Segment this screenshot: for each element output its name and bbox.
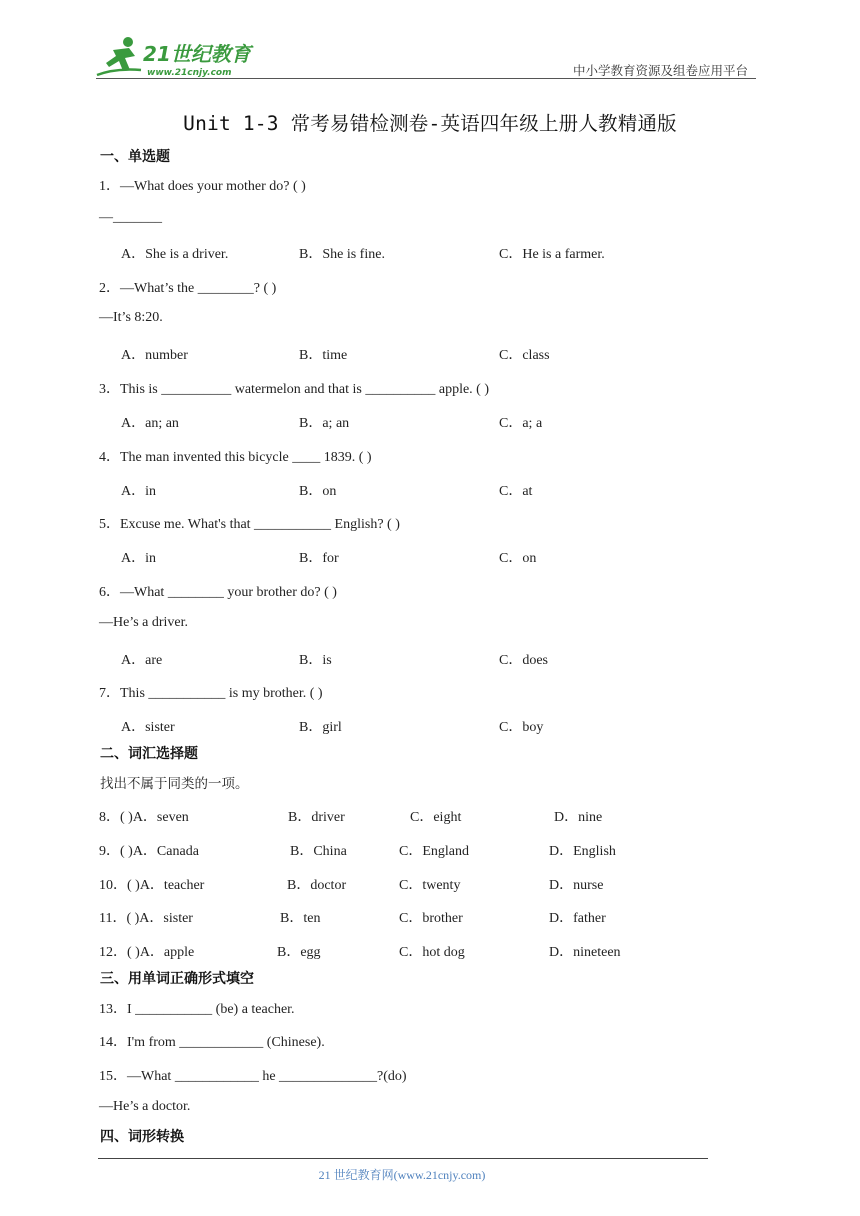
question-12-option-d: D．nineteen xyxy=(549,945,621,960)
site-name: 中小学教育资源及组卷应用平台 xyxy=(573,63,749,78)
question-12-option-c: C．hot dog xyxy=(399,945,465,960)
logo xyxy=(95,34,265,78)
question-2-answer: —It’s 8:20. xyxy=(99,310,163,325)
question-3-option-c: C．a; a xyxy=(499,416,543,431)
question-6-stem: 6．—What ________ your brother do? ( ) xyxy=(99,585,337,600)
question-13-stem: 13．I ___________ (be) a teacher. xyxy=(99,1002,295,1017)
question-15-answer: —He’s a doctor. xyxy=(99,1099,191,1114)
question-8-option-c: C．eight xyxy=(410,810,462,825)
page-title: Unit 1-3 常考易错检测卷-英语四年级上册人教精通版 xyxy=(183,112,677,135)
question-12-option-b: B．egg xyxy=(277,945,321,960)
question-11-option-b: B．ten xyxy=(280,911,321,926)
runner-icon xyxy=(97,37,141,75)
question-8-option-b: B．driver xyxy=(288,810,345,825)
question-10-option-b: B．doctor xyxy=(287,878,347,893)
question-14-stem: 14．I'm from ____________ (Chinese). xyxy=(99,1035,325,1050)
footer-divider xyxy=(98,1158,708,1159)
section-heading-2: 二、词汇选择题 xyxy=(100,746,198,762)
question-1-option-b: B．She is fine. xyxy=(299,247,385,262)
question-8-stem: 8．( )A．seven xyxy=(99,810,189,825)
section-heading-4: 四、词形转换 xyxy=(100,1129,184,1145)
question-9-stem: 9．( )A．Canada xyxy=(99,844,199,859)
question-6-option-b: B．is xyxy=(299,653,332,668)
question-2-option-b: B．time xyxy=(299,348,348,363)
question-4-option-b: B．on xyxy=(299,484,337,499)
question-11-option-d: D．father xyxy=(549,911,606,926)
logo-url: www.21cnjy.com xyxy=(147,68,232,78)
logo-text: 21世纪教育 xyxy=(143,42,251,66)
question-10-option-c: C．twenty xyxy=(399,878,461,893)
question-10-stem: 10．( )A．teacher xyxy=(99,878,205,893)
question-4-option-c: C．at xyxy=(499,484,533,499)
question-1-answer: —_______ xyxy=(99,210,162,225)
question-12-stem: 12．( )A．apple xyxy=(99,945,195,960)
question-3-stem: 3．This is __________ watermelon and that is __________ apple. ( ) xyxy=(99,382,489,397)
question-2-stem: 2．—What’s the ________? ( ) xyxy=(99,281,277,296)
question-9-option-b: B．China xyxy=(290,844,347,859)
question-2-option-a: A．number xyxy=(121,348,188,363)
question-7-option-c: C．boy xyxy=(499,720,544,735)
question-7-option-b: B．girl xyxy=(299,720,342,735)
question-3-option-b: B．a; an xyxy=(299,416,350,431)
question-2-option-c: C．class xyxy=(499,348,550,363)
question-7-option-a: A．sister xyxy=(121,720,175,735)
question-4-option-a: A．in xyxy=(121,484,156,499)
section-heading-1: 一、单选题 xyxy=(100,149,170,165)
question-5-option-b: B．for xyxy=(299,551,339,566)
question-4-stem: 4．The man invented this bicycle ____ 1839. ( ) xyxy=(99,450,372,465)
question-7-stem: 7．This ___________ is my brother. ( ) xyxy=(99,686,323,701)
question-1-stem: 1．—What does your mother do? ( ) xyxy=(99,179,306,194)
question-10-option-d: D．nurse xyxy=(549,878,604,893)
question-11-stem: 11．( )A．sister xyxy=(99,911,193,926)
question-1-option-c: C．He is a farmer. xyxy=(499,247,605,262)
question-6-option-c: C．does xyxy=(499,653,548,668)
footer-text: 21 世纪教育网(www.21cnjy.com) xyxy=(318,1168,486,1182)
section-2-instruction: 找出不属于同类的一项。 xyxy=(100,776,249,792)
question-11-option-c: C．brother xyxy=(399,911,463,926)
question-6-answer: —He’s a driver. xyxy=(99,615,189,630)
section-heading-3: 三、用单词正确形式填空 xyxy=(100,971,254,987)
question-5-stem: 5．Excuse me. What's that ___________ English? ( ) xyxy=(99,517,400,532)
question-5-option-c: C．on xyxy=(499,551,537,566)
question-3-option-a: A．an; an xyxy=(121,416,179,431)
question-9-option-d: D．English xyxy=(549,844,616,859)
question-5-option-a: A．in xyxy=(121,551,156,566)
question-1-option-a: A．She is a driver. xyxy=(121,247,229,262)
question-6-option-a: A．are xyxy=(121,653,163,668)
question-15-stem: 15．—What ____________ he ______________?(do) xyxy=(99,1069,407,1084)
header-divider xyxy=(96,78,756,79)
question-9-option-c: C．England xyxy=(399,844,469,859)
question-8-option-d: D．nine xyxy=(554,810,603,825)
